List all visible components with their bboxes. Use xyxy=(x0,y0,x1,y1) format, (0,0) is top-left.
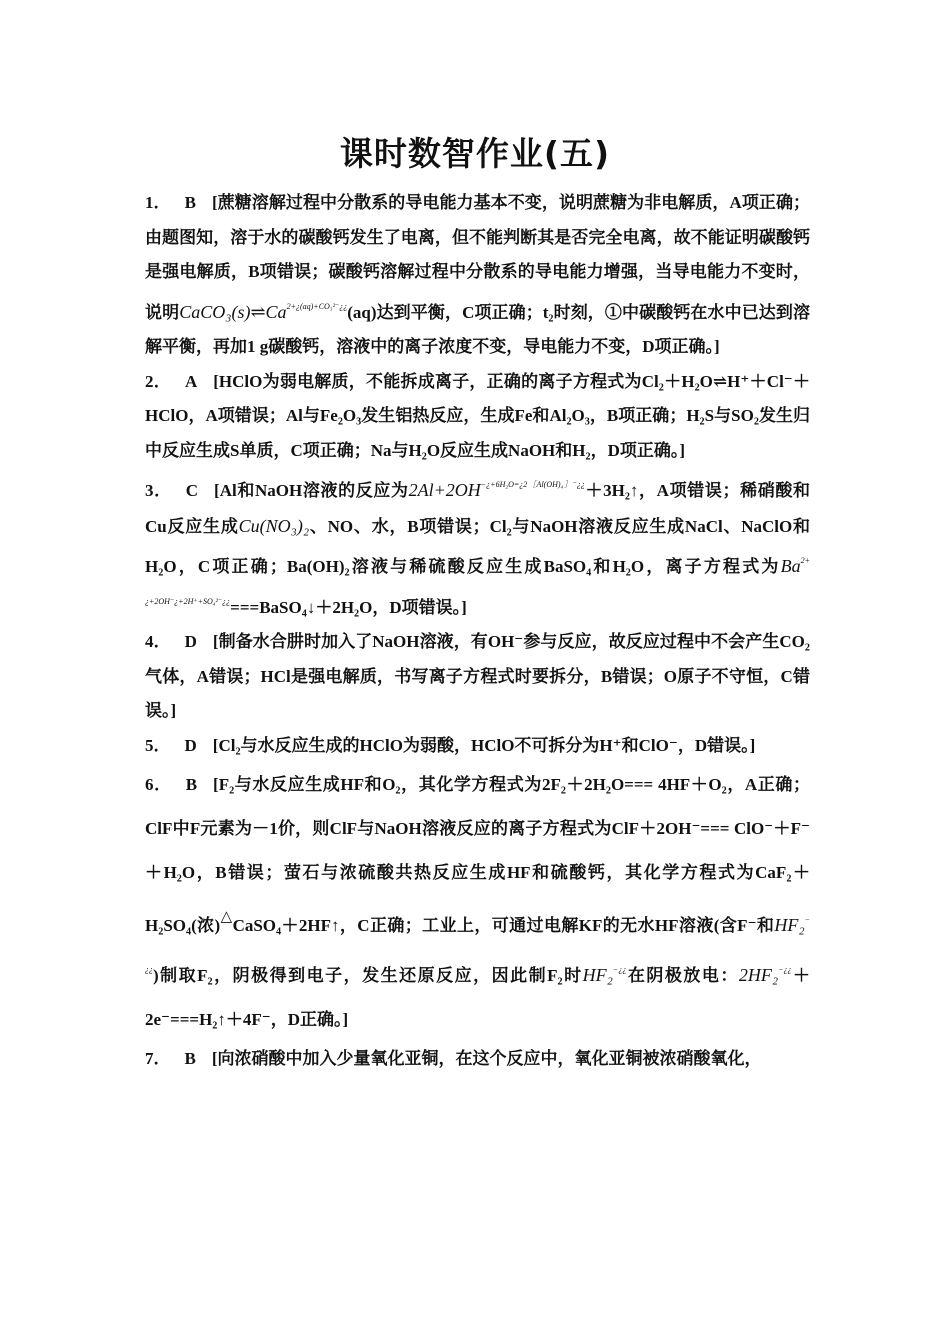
item-number: 5． xyxy=(145,735,171,755)
item-text: [制备水合肼时加入了NaOH溶液，有OH⁻参与反应，故反应过程中不会产生CO₂气体，A错误；HCl是强电解质，书写离子方程式时要拆分，B错误；O原子不守恒，C错误。] xyxy=(145,632,810,720)
item-text: )制取F₂，阴极得到电子，发生还原反应，因此制F₂时 xyxy=(153,966,583,985)
answer-item-4 xyxy=(145,625,810,729)
item-number: 7． xyxy=(145,1049,171,1068)
equation: HF₂ xyxy=(582,965,613,985)
equation: Ba xyxy=(780,556,801,576)
equation-superscript: −¿¿ xyxy=(145,915,811,974)
equation: CaCO₃(s)⇌Ca xyxy=(179,301,287,322)
answer-item-1 xyxy=(145,186,810,365)
answer-item-5 xyxy=(145,729,810,764)
equation: HF₂ xyxy=(774,915,805,935)
item-number: 6． xyxy=(145,775,172,794)
answer-item-7 xyxy=(145,1042,810,1077)
equation: Cu(NO₃)₂ xyxy=(238,515,310,536)
item-text: 、NO、水，B项错误；Cl₂与NaOH溶液反应生成NaCl、NaClO和H₂O，C项正确；Ba(OH)₂溶液与稀硫酸反应生成BaSO₄和H₂O，离子方程式为 xyxy=(145,516,811,576)
heat-symbol: △ xyxy=(220,909,233,925)
answer-item-3 xyxy=(145,468,810,625)
answer-item-6 xyxy=(145,763,810,1042)
item-number: 1． xyxy=(145,193,171,212)
item-answer: D xyxy=(184,735,197,755)
item-text: [Al和NaOH溶液的反应为 xyxy=(214,481,409,500)
equation-superscript: 2+¿+2OH⁻¿+2H⁺+SO₄²⁻¿¿ xyxy=(145,556,810,606)
equation-superscript: −¿¿ xyxy=(778,965,792,974)
item-text: (aq)达到平衡，C项正确；t₂时刻，①中碳酸钙在水中已达到溶解平衡，再加1 g碳酸钙，溶液中的离子浓度不变，导电能力不变，D项正确。] xyxy=(145,302,811,356)
item-answer: A xyxy=(184,371,198,391)
equation-superscript: −¿+6H₂O=¿2［Al(OH)₄］⁻¿¿ xyxy=(480,480,585,489)
item-answer: B xyxy=(185,775,198,794)
item-number: 2． xyxy=(145,371,171,391)
item-text: ＋2e⁻===H₂↑＋4F⁻，D正确。] xyxy=(145,966,811,1029)
answer-list xyxy=(145,186,810,1077)
equation: 2HF₂ xyxy=(738,965,779,985)
item-answer: B xyxy=(184,193,196,212)
item-text: [HClO为弱电解质，不能拆成离子，正确的离子方程式为Cl₂＋H₂O⇌H⁺＋Cl⁻＋HClO，A项错误；Al与Fe₂O₃发生铝热反应，生成Fe和Al₂O₃，B项正确；H₂S与SO₂发生归中反应生成S单质，C项正确；Na与H₂O反应生成NaOH和H₂，D项正确。] xyxy=(145,371,811,460)
item-text: [向浓硝酸中加入少量氧化亚铜，在这个反应中，氧化亚铜被浓硝酸氧化， xyxy=(211,1049,762,1068)
item-answer: D xyxy=(184,632,197,651)
item-text: CaSO₄＋2HF↑，C正确；工业上，可通过电解KF的无水HF溶液(含F⁻和 xyxy=(232,916,775,935)
item-text: 在阴极放电： xyxy=(626,966,739,985)
equation-superscript: −¿¿ xyxy=(612,965,627,974)
item-answer: B xyxy=(184,1049,196,1068)
answer-item-2 xyxy=(145,365,810,469)
page-title: 课时数智作业(五) xyxy=(339,134,611,173)
item-text: ＋3H₂↑，A项错误；稀硝酸和Cu反应生成 xyxy=(145,481,811,536)
item-text: [蔗糖溶解过程中分散系的导电能力基本不变，说明蔗糖为非电解质，A项正确；由题图知，溶于水的碳酸钙发生了电离，但不能判断其是否完全电离，故不能证明碳酸钙是强电解质，B项错误；碳酸钙溶解过程中分散系的导电能力增强，当导电能力不变时，说明 xyxy=(145,193,811,322)
equation-superscript: 2+¿(aq)+CO₃²⁻¿¿ xyxy=(286,301,348,311)
item-text: [Cl₂与水反应生成的HClO为弱酸，HClO不可拆分为H⁺和ClO⁻，D错误。] xyxy=(212,735,756,755)
item-text: [F₂与水反应生成HF和O₂，其化学方程式为2F₂＋2H₂O=== 4HF＋O₂，A正确；ClF中F元素为－1价，则ClF与NaOH溶液反应的离子方程式为ClF＋2OH⁻=== ClO⁻＋F⁻＋H₂O，B错误；萤石与浓硫酸共热反应生成HF和硫酸钙，其化学方程式为CaF₂＋H₂SO₄(浓) xyxy=(145,775,810,935)
item-answer: C xyxy=(185,481,199,500)
item-text: ===BaSO₄↓＋2H₂O，D项错误。] xyxy=(230,597,467,617)
item-number: 4． xyxy=(145,632,171,651)
equation: 2Al+2OH xyxy=(408,480,481,500)
item-number: 3． xyxy=(145,481,172,500)
